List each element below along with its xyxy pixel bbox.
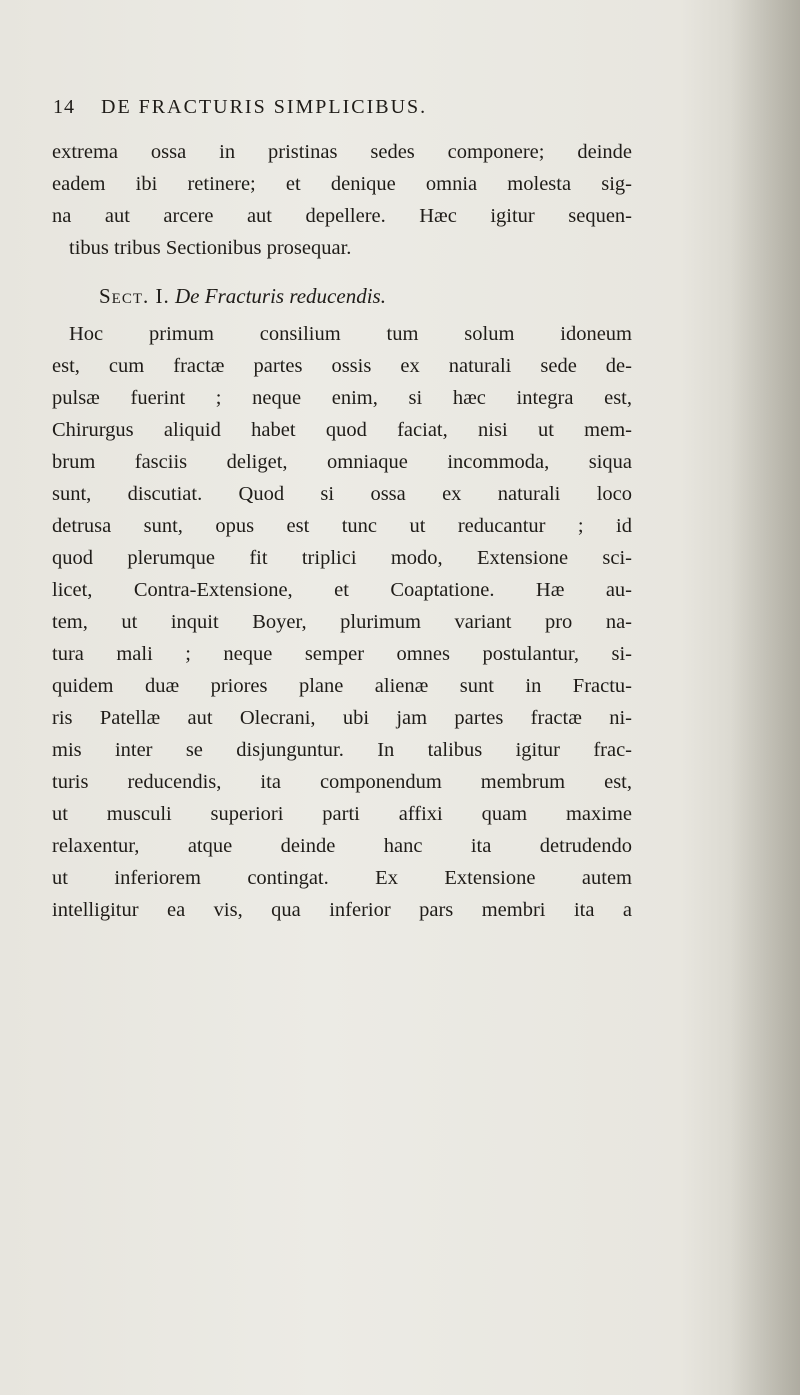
running-head xyxy=(0,96,800,136)
text-line: est, cum fractæ partes ossis ex naturali sede de- xyxy=(52,355,632,377)
running-title: DE FRACTURIS SIMPLICIBUS. xyxy=(101,96,428,118)
text-line: ut inferiorem contingat. Ex Extensione autem xyxy=(52,867,632,889)
text-line: Hoc primum consilium tum solum idoneum xyxy=(69,323,632,345)
section-heading xyxy=(52,274,632,314)
text-line: quidem duæ priores plane alienæ sunt in Fractu- xyxy=(52,675,632,697)
text-line: relaxentur, atque deinde hanc ita detrudendo xyxy=(52,835,632,857)
text-line: detrusa sunt, opus est tunc ut reducantur ; id xyxy=(52,515,632,537)
text-line: mis inter se disjunguntur. In talibus igitur frac- xyxy=(52,739,632,761)
text-line: tura mali ; neque semper omnes postulantur, si- xyxy=(52,643,632,665)
text-line: ris Patellæ aut Olecrani, ubi jam partes fractæ ni- xyxy=(52,707,632,729)
section-title: De Fracturis reducendis. xyxy=(175,284,386,308)
text-line: tem, ut inquit Boyer, plurimum variant pro na- xyxy=(52,611,632,633)
text-block xyxy=(52,136,632,926)
section-label: Sect. I. xyxy=(99,284,170,308)
text-line: turis reducendis, ita componendum membrum est, xyxy=(52,771,632,793)
text-line: na aut arcere aut depellere. Hæc igitur sequen- xyxy=(52,205,632,227)
text-line: Chirurgus aliquid habet quod faciat, nisi ut mem- xyxy=(52,419,632,441)
text-line: ut musculi superiori parti affixi quam maxime xyxy=(52,803,632,825)
page-edge-shadow xyxy=(730,0,800,1395)
text-line: intelligitur ea vis, qua inferior pars membri ita a xyxy=(52,899,632,921)
text-line: tibus tribus Sectionibus prosequar. xyxy=(69,237,352,259)
text-line: licet, Contra-Extensione, et Coaptatione. Hæ au- xyxy=(52,579,632,601)
text-line: eadem ibi retinere; et denique omnia molesta sig- xyxy=(52,173,632,195)
text-line: brum fasciis deliget, omniaque incommoda, siqua xyxy=(52,451,632,473)
text-line: quod plerumque fit triplici modo, Extensione sci- xyxy=(52,547,632,569)
text-line: extrema ossa in pristinas sedes componere; deinde xyxy=(52,141,632,163)
text-line: pulsæ fuerint ; neque enim, si hæc integra est, xyxy=(52,387,632,409)
text-line: sunt, discutiat. Quod si ossa ex naturali loco xyxy=(52,483,632,505)
page-number: 14 xyxy=(53,96,75,118)
